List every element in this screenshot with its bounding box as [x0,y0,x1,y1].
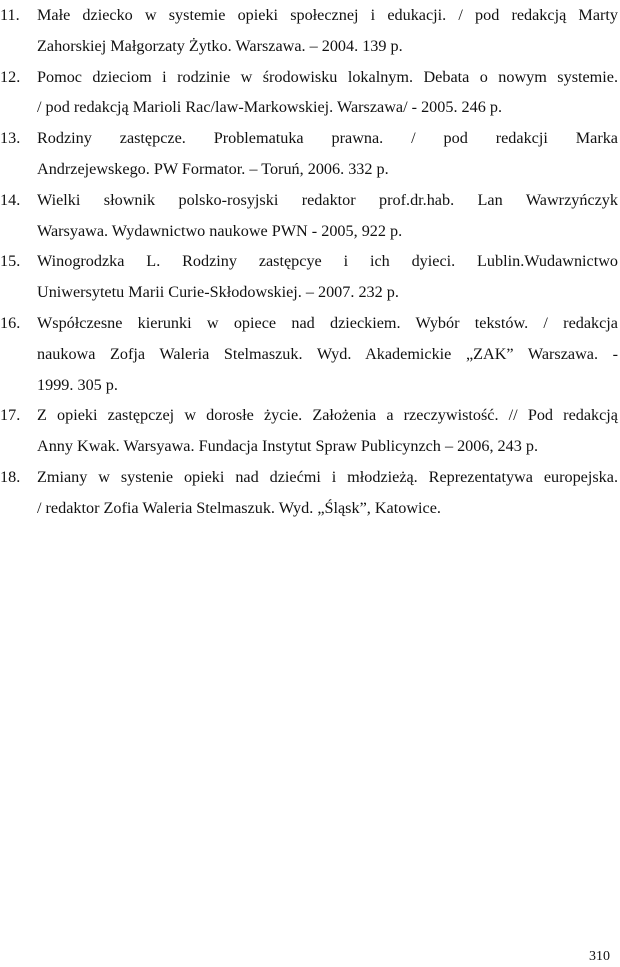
entry-text-line: Współczesne kierunki w opiece nad dzieckiem. Wybór tekstów. / redakcja [37,313,618,332]
bibliography-entry [0,62,618,124]
entry-text-line: naukowa Zofja Waleria Stelmaszuk. Wyd. Akademickie „ZAK” Warszawa. - [37,344,618,363]
entry-text-line: Wielki słownik polsko-rosyjski redaktor prof.dr.hab. Lan Wawrzyńczyk [37,190,618,209]
bibliography-entry [0,246,618,308]
entry-text-line: / redaktor Zofia Waleria Stelmaszuk. Wyd. „Śląsk”, Katowice. [37,498,441,517]
bibliography-entry [0,400,618,462]
entry-number: 12. [0,67,21,86]
bibliography-entry [0,462,618,524]
entry-text-line: Winogrodzka L. Rodziny zastępcye i ich dyieci. Lublin.Wudawnictwo [37,252,618,271]
entry-text-line: Zahorskiej Małgorzaty Żytko. Warszawa. – 2004. 139 p. [37,36,403,55]
entry-number: 16. [0,313,21,332]
entry-text-line: Małe dziecko w systemie opieki społecznej i edukacji. / pod redakcją Marty [37,6,618,24]
entry-number: 14. [0,190,21,209]
entry-text-line: / pod redakcją Marioli Rac/law-Markowskiej. Warszawa/ - 2005. 246 p. [37,98,503,117]
entry-number: 17. [0,406,21,425]
entry-number: 15. [0,252,21,271]
bibliography-entry [0,123,618,185]
entry-text-line: Warsyawa. Wydawnictwo naukowe PWN - 2005, 922 p. [37,221,403,240]
bibliography-entry [0,308,618,400]
entry-number: 18. [0,467,21,486]
entry-number: 11. [0,6,20,24]
bibliography-entry [0,0,618,62]
entry-text-line: Z opieki zastępczej w dorosłe życie. Założenia a rzeczywistość. // Pod redakcją [37,406,618,425]
entry-text-line: Pomoc dzieciom i rodzinie w środowisku lokalnym. Debata o nowym systemie. [37,67,618,86]
bibliography-entry [0,185,618,247]
entry-text-line: Uniwersytetu Marii Curie-Skłodowskiej. – 2007. 232 p. [37,283,399,302]
entry-text-line: Zmiany w systenie opieki nad dziećmi i młodzieżą. Reprezentatywa europejska. [37,467,618,486]
entry-text-line: Rodziny zastępcze. Problematuka prawna. / pod redakcji Marka [37,129,618,148]
entry-text-line: Andrzejewskego. PW Formator. – Toruń, 2006. 332 p. [37,159,389,178]
entry-text-line: Anny Kwak. Warsyawa. Fundacja Instytut Spraw Publicynzch – 2006, 243 p. [37,437,539,456]
page-number: 310 [589,949,610,964]
entry-number: 13. [0,129,21,148]
entry-text-line: 1999. 305 p. [37,375,118,394]
